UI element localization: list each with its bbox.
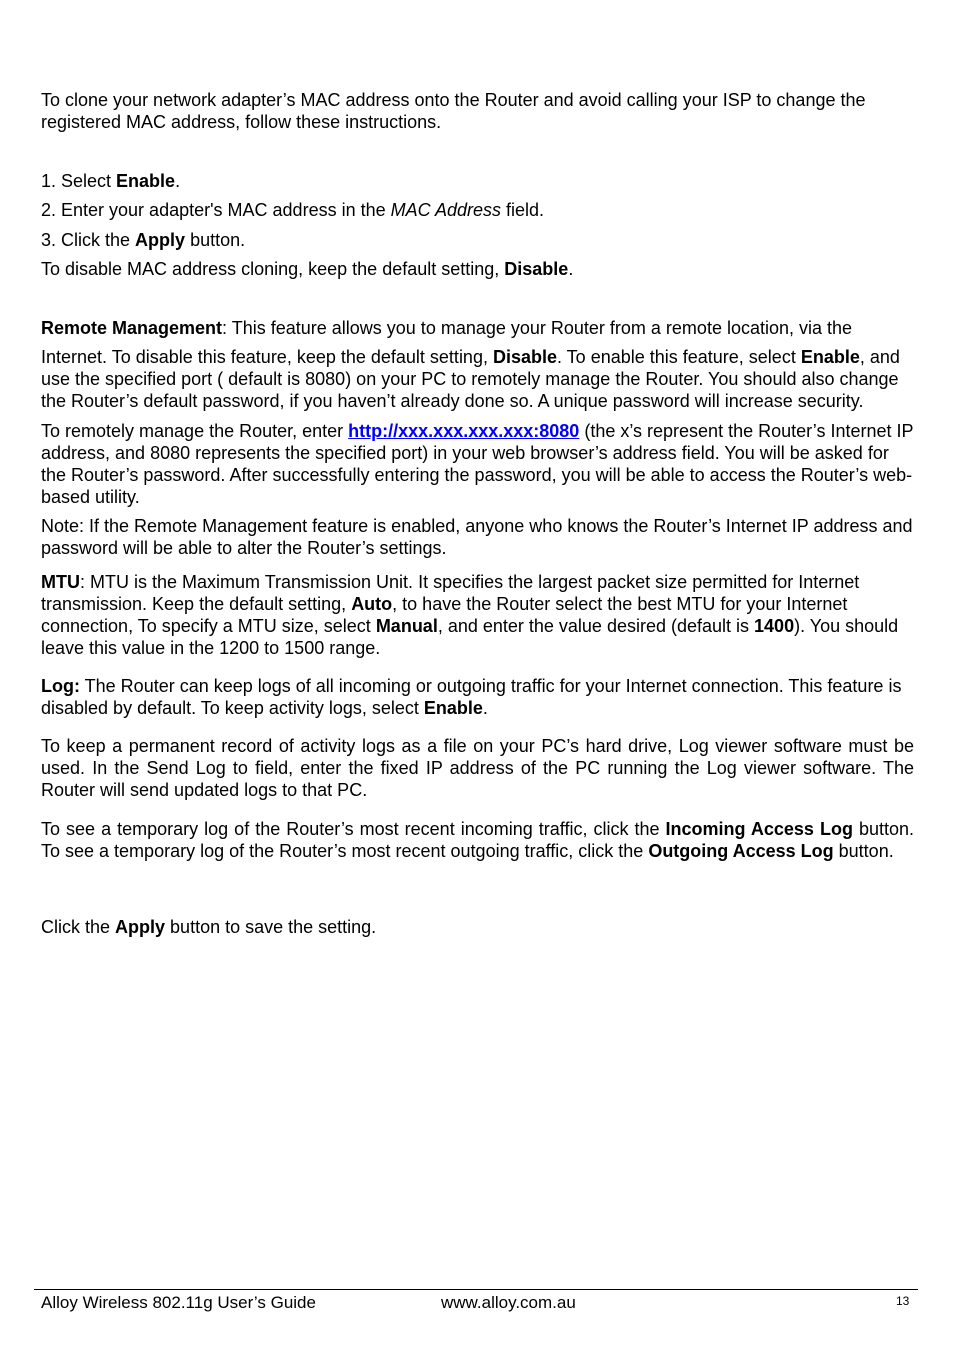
log-temporary-paragraph xyxy=(41,818,914,862)
footer-divider xyxy=(34,1289,918,1290)
outgoing-access-log-label: Outgoing Access Log xyxy=(648,841,834,861)
disable-cloning-end: . xyxy=(568,259,574,279)
apply-instruction xyxy=(41,916,914,938)
remote-management-intro: : This feature allows you to manage your Router from a remote location, via the xyxy=(222,318,853,338)
footer-website: www.alloy.com.au xyxy=(441,1293,576,1312)
log-permanent-paragraph xyxy=(41,735,914,801)
incoming-access-log-label: Incoming Access Log xyxy=(665,819,853,839)
disable-cloning xyxy=(41,258,914,280)
remote-text-1: Internet. To disable this feature, keep the default setting, xyxy=(41,347,493,367)
log-temporary-text-3: button. xyxy=(833,841,894,861)
remote-note-text: Note: If the Remote Management feature is enabled, anyone who knows the Router’s Internet IP address and password will be able to alter the Router’s settings. xyxy=(41,516,913,558)
log-paragraph xyxy=(41,675,914,719)
intro-text: To clone your network adapter’s MAC address onto the Router and avoid calling your ISP to change the registered MAC address, follow these instructions. xyxy=(41,90,866,132)
remote-access-text-end: (the x’s represent the Router’s Internet IP address, and 8080 represents the specified port) in your web browser’s address field. You will be asked for the Router’s password. After successfully entering the password, you will be able to access the Router’s web-based utility. xyxy=(41,421,914,507)
remote-text-3: , and use the specified port ( default is 8080) on your PC to remotely manage the Router. You should also change the Router’s default password, if you haven’t already done so. A unique password will increase security. xyxy=(41,347,900,411)
step-2-text: 2. Enter your adapter's MAC address in the xyxy=(41,200,391,220)
apply-text: Click the xyxy=(41,917,116,937)
remote-url-link[interactable]: http://xxx.xxx.xxx.xxx:8080 xyxy=(348,421,580,441)
step-1 xyxy=(41,170,914,192)
step-3-text: 3. Click the xyxy=(41,230,136,250)
step-3-apply: Apply xyxy=(135,230,186,250)
step-2-end: field. xyxy=(501,200,545,220)
page-number: 13 xyxy=(896,1294,910,1308)
log-label: Log: xyxy=(41,676,80,696)
log-enable: Enable xyxy=(423,698,483,718)
mtu-label: MTU xyxy=(41,572,80,592)
step-1-enable: Enable xyxy=(116,171,176,191)
remote-management-label: Remote Management xyxy=(41,318,223,338)
step-3 xyxy=(41,229,914,251)
mtu-default-value: 1400 xyxy=(754,616,795,636)
mtu-text-3: , and enter the value desired (default is xyxy=(437,616,755,636)
remote-access-text: To remotely manage the Router, enter xyxy=(41,421,349,441)
mtu-text-2: , to have the Router select the best MTU for your Internet connection, To specify a MTU size, select xyxy=(41,594,848,636)
mtu-text-1: : MTU is the Maximum Transmission Unit. It specifies the largest packet size permitted for Internet transmission. Keep the default setting, xyxy=(41,572,860,614)
remote-disable: Disable xyxy=(492,347,557,367)
intro-paragraph xyxy=(41,89,914,133)
log-temporary-text-1: To see a temporary log of the Router’s most recent incoming traffic, click the xyxy=(41,819,666,839)
log-text: The Router can keep logs of all incoming or outgoing traffic for your Internet connection. This feature is disabled by default. To keep activity logs, select xyxy=(41,676,902,718)
step-2 xyxy=(41,199,914,221)
log-text-end: . xyxy=(482,698,488,718)
remote-management-paragraph xyxy=(41,346,914,412)
step-1-end: . xyxy=(175,171,181,191)
log-temporary-text-2: button. To see a temporary log of the Router’s most recent outgoing traffic, click the xyxy=(41,819,915,861)
disable-cloning-disable: Disable xyxy=(504,259,569,279)
step-2-mac-address: MAC Address xyxy=(390,200,501,220)
mtu-manual: Manual xyxy=(375,616,438,636)
remote-access-paragraph xyxy=(41,420,914,508)
mtu-text-4: ). You should leave this value in the 1200 to 1500 range. xyxy=(41,616,899,658)
apply-text-end: button to save the setting. xyxy=(165,917,377,937)
mtu-auto: Auto xyxy=(351,594,393,614)
step-3-end: button. xyxy=(185,230,246,250)
disable-cloning-text: To disable MAC address cloning, keep the default setting, xyxy=(41,259,505,279)
remote-text-2: . To enable this feature, select xyxy=(557,347,801,367)
log-permanent-text: To keep a permanent record of activity logs as a file on your PC’s hard drive, Log viewer software must be used. In the Send Log to field, enter the fixed IP address of the PC running the Log viewer software. The Router will send updated logs to that PC. xyxy=(41,736,914,800)
mtu-paragraph xyxy=(41,571,914,659)
document-body xyxy=(41,89,914,938)
footer-guide-title: Alloy Wireless 802.11g User’s Guide xyxy=(41,1293,316,1312)
step-1-text: 1. Select xyxy=(41,171,117,191)
remote-note xyxy=(41,515,914,559)
remote-management-heading xyxy=(41,317,914,339)
remote-enable: Enable xyxy=(800,347,860,367)
apply-label: Apply xyxy=(115,917,166,937)
